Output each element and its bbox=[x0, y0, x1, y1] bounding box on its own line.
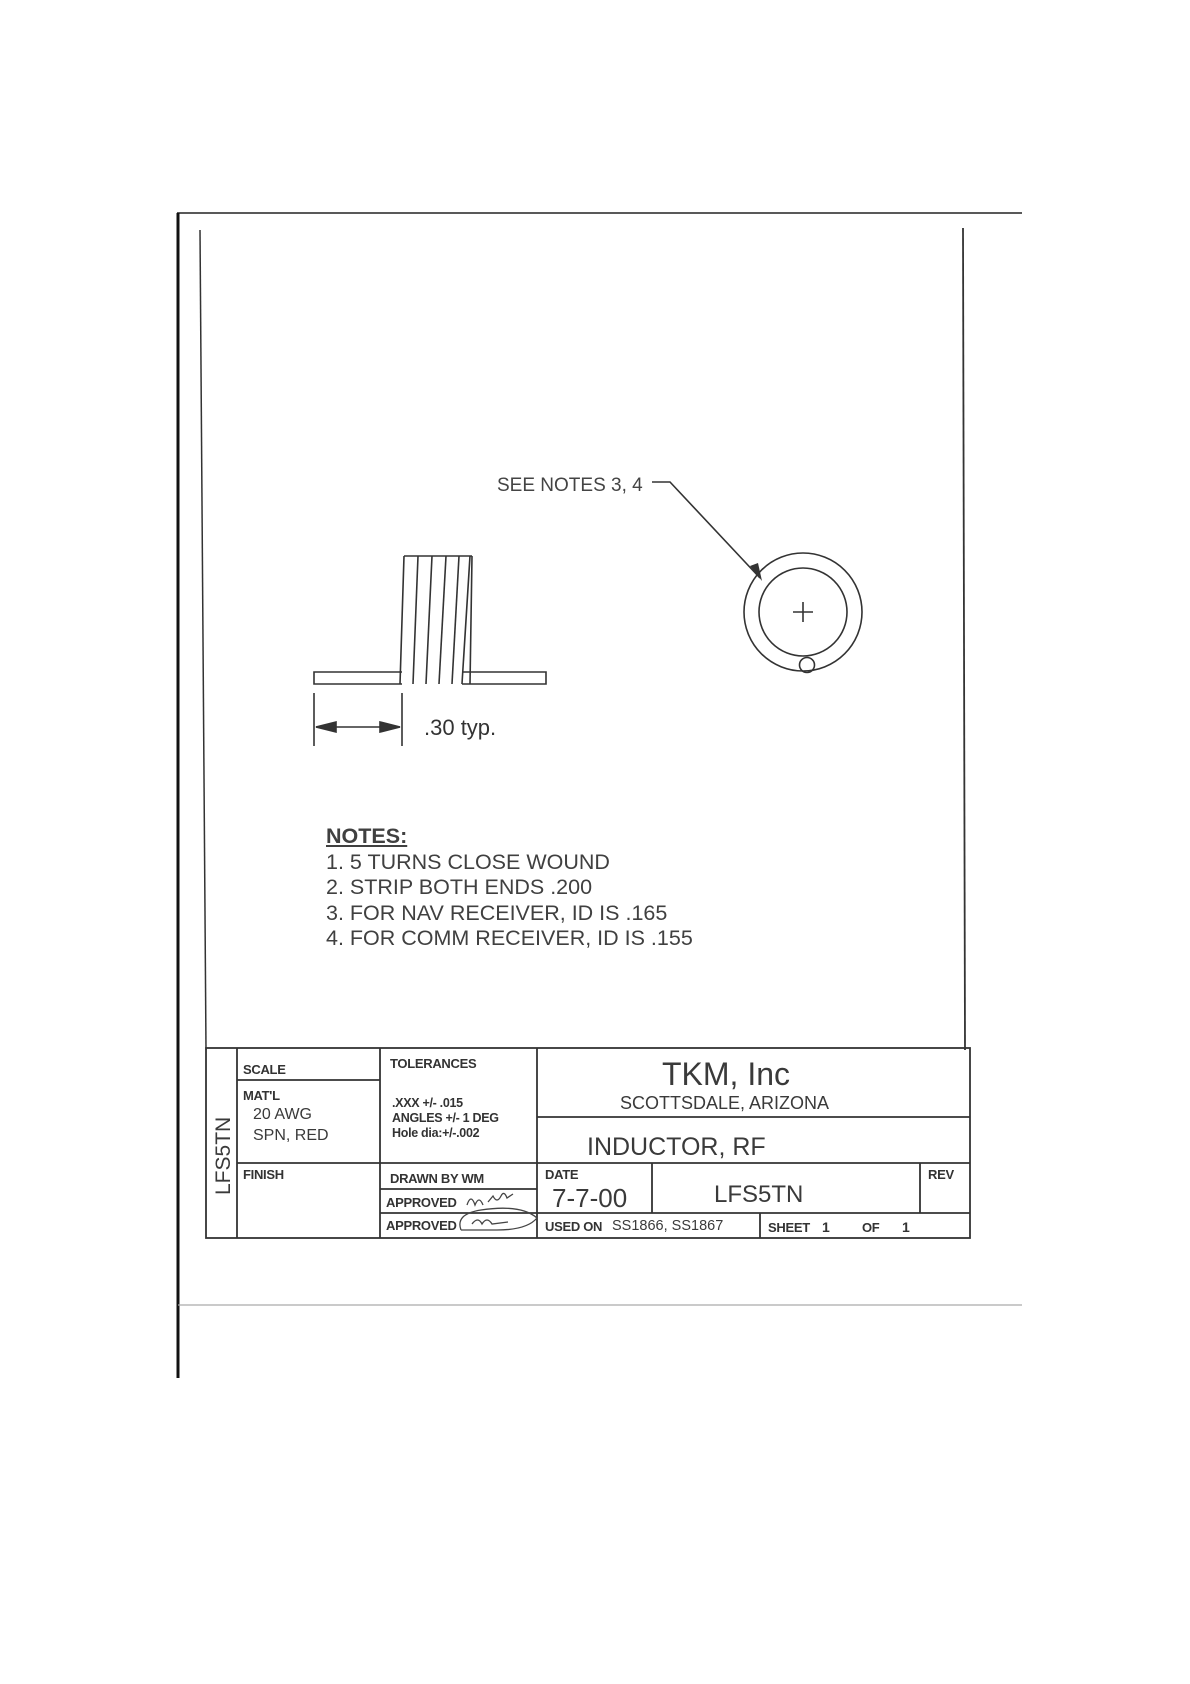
date-value: 7-7-00 bbox=[552, 1183, 628, 1213]
material-label: MAT'L bbox=[243, 1088, 280, 1103]
coil-base-left bbox=[314, 672, 402, 684]
sheet-number: 1 bbox=[822, 1219, 830, 1235]
notes-title: NOTES: bbox=[326, 824, 408, 848]
material-type: SPN, RED bbox=[253, 1127, 329, 1144]
scale-label: SCALE bbox=[243, 1062, 286, 1077]
used-on-label: USED ON bbox=[545, 1219, 603, 1234]
material-gauge: 20 AWG bbox=[253, 1106, 312, 1123]
note-item: 4. FOR COMM RECEIVER, ID IS .155 bbox=[326, 926, 693, 950]
coil-windings bbox=[400, 556, 472, 684]
rev-label: REV bbox=[928, 1167, 954, 1182]
sheet-label: SHEET bbox=[768, 1220, 810, 1235]
used-on-value: SS1866, SS1867 bbox=[612, 1218, 724, 1234]
tolerance-angles: ANGLES +/- 1 DEG bbox=[392, 1111, 499, 1125]
approved-label-2: APPROVED bbox=[386, 1218, 457, 1233]
tolerances-label: TOLERANCES bbox=[390, 1056, 477, 1071]
side-part-number: LFS5TN bbox=[212, 1116, 235, 1195]
coil-end-view bbox=[744, 553, 862, 673]
note-item: 3. FOR NAV RECEIVER, ID IS .165 bbox=[326, 900, 668, 925]
approved-label: APPROVED bbox=[386, 1195, 457, 1210]
note-item: 1. 5 TURNS CLOSE WOUND bbox=[326, 849, 610, 874]
finish-label: FINISH bbox=[243, 1167, 284, 1182]
company-name: TKM, Inc bbox=[662, 1056, 791, 1092]
frame-inner-left bbox=[200, 230, 206, 1050]
coil-base-right bbox=[462, 672, 546, 684]
notes-section bbox=[326, 826, 693, 950]
callout-leader bbox=[652, 482, 760, 578]
sheet-total: 1 bbox=[902, 1219, 910, 1235]
drawn-by: DRAWN BY WM bbox=[390, 1171, 484, 1186]
frame-right-line bbox=[963, 228, 965, 1050]
part-title: INDUCTOR, RF bbox=[587, 1133, 766, 1161]
approver-signature bbox=[460, 1208, 537, 1230]
tolerance-hole: Hole dia:+/-.002 bbox=[392, 1126, 480, 1140]
callout-label: SEE NOTES 3, 4 bbox=[497, 475, 643, 496]
date-label: DATE bbox=[545, 1167, 579, 1182]
note-item: 2. STRIP BOTH ENDS .200 bbox=[326, 875, 593, 899]
dimension-label: .30 typ. bbox=[424, 715, 497, 740]
approver-initials bbox=[467, 1193, 513, 1205]
company-location: SCOTTSDALE, ARIZONA bbox=[620, 1093, 830, 1113]
of-label: OF bbox=[862, 1220, 880, 1235]
part-number: LFS5TN bbox=[714, 1181, 804, 1208]
dimension-marker bbox=[314, 693, 402, 746]
tolerance-decimal: .XXX +/- .015 bbox=[392, 1096, 463, 1110]
